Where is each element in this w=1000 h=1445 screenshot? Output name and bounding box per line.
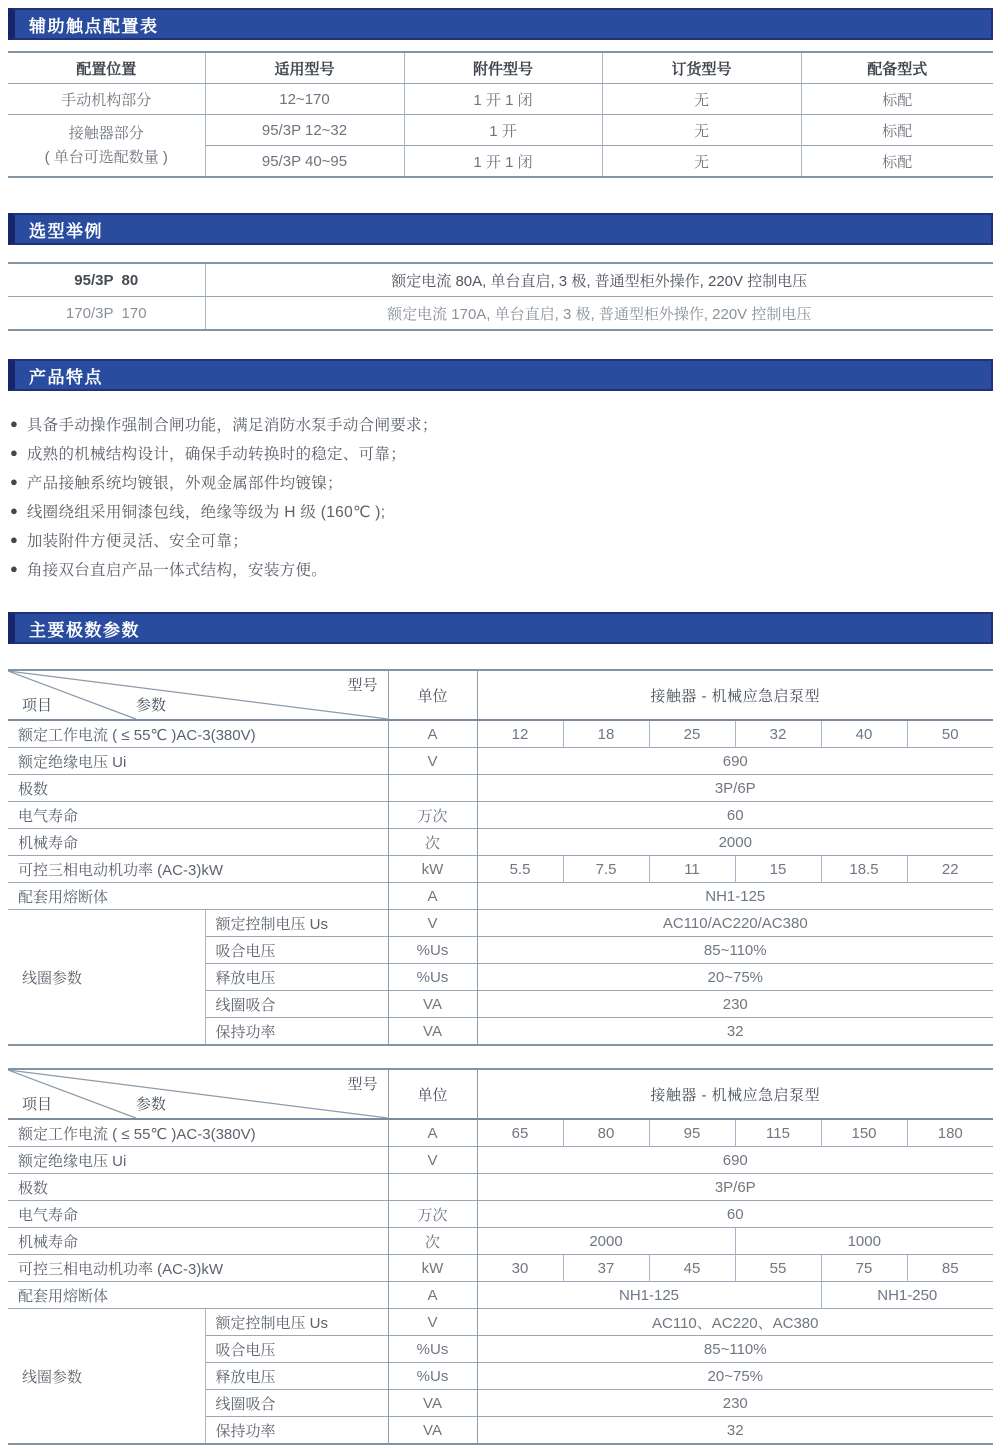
selection-description: 额定电流 80A, 单台直启, 3 极, 普通型柜外操作, 220V 控制电压 [205,263,993,297]
value-cell: 230 [477,1390,993,1417]
aux-cell: 1 开 [404,115,602,146]
feature-item [10,525,1000,554]
unit-cell: VA [388,1417,477,1445]
corner-label-param: 参数 [136,1096,167,1113]
value-cell: 50 [907,720,993,748]
parameter-label: 额定绝缘电压 Ui [8,748,388,775]
value-cell: 20~75% [477,1363,993,1390]
corner-label-model: 型号 [347,677,378,694]
value-cell: 32 [477,1018,993,1046]
coil-sub-label: 额定控制电压 Us [205,1309,388,1336]
parameter-label: 电气寿命 [8,802,388,829]
feature-text: 成熟的机械结构设计，确保手动转换时的稳定、可靠； [26,445,407,463]
parameter-label: 极数 [8,775,388,802]
coil-sub-label: 释放电压 [205,964,388,991]
value-cell: AC110/AC220/AC380 [477,910,993,937]
corner-label-model: 型号 [347,1076,378,1093]
value-cell: 15 [735,856,821,883]
unit-cell: %Us [388,1336,477,1363]
value-cell: 18 [563,720,649,748]
aux-cell: 12~170 [205,84,404,115]
coil-sub-label: 保持功率 [205,1417,388,1445]
feature-list [10,409,1000,583]
section-title-parameters: 主要极数参数 [29,620,140,640]
parameter-row [8,775,993,802]
parameter-label: 额定工作电流 ( ≤ 55℃ )AC-3(380V) [8,1119,388,1147]
unit-cell: VA [388,1390,477,1417]
value-cell: 85 [907,1255,993,1282]
selection-row [8,263,993,297]
parameter-label: 极数 [8,1174,388,1201]
bullet-icon: ● [10,416,18,431]
value-cell: 11 [649,856,735,883]
aux-cell: 1 开 1 闭 [404,84,602,115]
selection-model: 95/3P 80 [74,271,139,289]
unit-cell: 万次 [388,802,477,829]
unit-cell: V [388,1147,477,1174]
coil-sub-label: 吸合电压 [205,1336,388,1363]
parameter-label: 机械寿命 [8,1228,388,1255]
value-cell: NH1-125 [477,883,993,910]
value-cell: 115 [735,1119,821,1147]
parameter-row [8,1174,993,1201]
parameter-label: 配套用熔断体 [8,883,388,910]
aux-cell: 无 [602,115,801,146]
model-group-header: 接触器 - 机械应急启泵型 [477,670,993,720]
parameter-label: 额定绝缘电压 Ui [8,1147,388,1174]
aux-cell: 标配 [801,115,993,146]
diagonal-lines-icon [8,671,388,719]
aux-col-header: 配置位置 [8,52,205,84]
aux-col-header: 适用型号 [205,52,404,84]
feature-text: 产品接触系统均镀银，外观金属部件均镀镍； [26,474,343,492]
value-cell: 55 [735,1255,821,1282]
value-cell: 40 [821,720,907,748]
parameter-row [8,1119,993,1147]
aux-cell: 1 开 1 闭 [404,146,602,178]
bullet-icon: ● [10,445,18,460]
parameter-label: 配套用熔断体 [8,1282,388,1309]
value-cell: 3P/6P [477,1174,993,1201]
value-cell: 230 [477,991,993,1018]
parameter-row [8,748,993,775]
unit-cell [388,775,477,802]
unit-cell: A [388,1282,477,1309]
parameter-label: 可控三相电动机功率 (AC-3)kW [8,856,388,883]
value-cell: 25 [649,720,735,748]
value-cell: AC110、AC220、AC380 [477,1309,993,1336]
unit-cell: %Us [388,964,477,991]
value-cell: 2000 [477,829,993,856]
aux-cell: 手动机构部分 [61,91,152,109]
feature-item [10,409,1000,438]
unit-cell: V [388,748,477,775]
section-header-features [8,359,993,391]
unit-cell: V [388,1309,477,1336]
selection-model: 170/3P 170 [8,297,205,331]
aux-label-line: 接触器部分 [68,125,144,143]
feature-text: 具备手动操作强制合闸功能，满足消防水泵手动合闸要求； [26,416,438,434]
selection-description: 额定电流 170A, 单台直启, 3 极, 普通型柜外操作, 220V 控制电压 [205,297,993,331]
bullet-icon: ● [10,561,18,576]
value-cell: 12 [477,720,563,748]
section-header-selection [8,213,993,245]
value-cell: 75 [821,1255,907,1282]
value-cell: 45 [649,1255,735,1282]
coil-sub-label: 额定控制电压 Us [205,910,388,937]
unit-cell: VA [388,1018,477,1046]
corner-label-item: 项目 [22,1096,53,1113]
value-cell: 85~110% [477,937,993,964]
aux-cell: 95/3P 40~95 [205,146,404,178]
parameter-label: 电气寿命 [8,1201,388,1228]
bullet-icon: ● [10,503,18,518]
parameter-row [8,720,993,748]
unit-cell: A [388,883,477,910]
value-cell: 2000 [477,1228,735,1255]
value-cell: 150 [821,1119,907,1147]
unit-cell: 次 [388,1228,477,1255]
parameter-table [8,1068,993,1445]
value-cell: NH1-250 [821,1282,993,1309]
value-cell: 65 [477,1119,563,1147]
value-cell: NH1-125 [477,1282,821,1309]
aux-col-header: 订货型号 [602,52,801,84]
value-cell: 32 [477,1417,993,1445]
selection-row [8,297,993,331]
diagonal-header-cell [8,670,388,720]
corner-label-item: 项目 [22,697,53,714]
unit-cell: %Us [388,937,477,964]
value-cell: 180 [907,1119,993,1147]
coil-group-label: 线圈参数 [8,910,205,1046]
feature-item [10,554,1000,583]
value-cell: 1000 [735,1228,993,1255]
feature-text: 加装附件方便灵活、安全可靠； [26,532,249,550]
diagonal-lines-icon [8,1070,388,1118]
value-cell: 80 [563,1119,649,1147]
parameter-table [8,669,993,1046]
parameter-label: 机械寿命 [8,829,388,856]
value-cell: 690 [477,1147,993,1174]
parameter-row [8,1282,993,1309]
selection-example-table [8,262,993,331]
aux-cell: 标配 [801,84,993,115]
unit-cell: 次 [388,829,477,856]
value-cell: 5.5 [477,856,563,883]
value-cell: 30 [477,1255,563,1282]
coil-sub-label: 线圈吸合 [205,991,388,1018]
unit-cell: A [388,720,477,748]
unit-column-header: 单位 [388,1069,477,1119]
unit-cell: A [388,1119,477,1147]
parameter-tables-container [0,669,1000,1445]
coil-sub-label: 线圈吸合 [205,1390,388,1417]
value-cell: 22 [907,856,993,883]
parameter-row [8,883,993,910]
aux-cell: 95/3P 12~32 [205,115,404,146]
corner-label-param: 参数 [136,697,167,714]
unit-cell: 万次 [388,1201,477,1228]
parameter-row [8,856,993,883]
value-cell: 60 [477,1201,993,1228]
parameter-row [8,1228,993,1255]
unit-cell: V [388,910,477,937]
unit-cell: kW [388,856,477,883]
value-cell: 85~110% [477,1336,993,1363]
coil-parameter-row [8,1309,993,1336]
value-cell: 37 [563,1255,649,1282]
value-cell: 690 [477,748,993,775]
diagonal-header-cell [8,1069,388,1119]
bullet-icon: ● [10,532,18,547]
parameter-row [8,1201,993,1228]
parameter-row [8,802,993,829]
model-group-header: 接触器 - 机械应急启泵型 [477,1069,993,1119]
parameter-row [8,1255,993,1282]
parameter-header-row [8,1069,993,1119]
section-header-aux-contacts [8,8,993,40]
section-title-selection: 选型举例 [29,221,103,241]
coil-parameter-row [8,910,993,937]
section-header-parameters [8,612,993,644]
section-title-features: 产品特点 [29,367,103,387]
aux-col-header: 配备型式 [801,52,993,84]
unit-column-header: 单位 [388,670,477,720]
coil-sub-label: 释放电压 [205,1363,388,1390]
value-cell: 20~75% [477,964,993,991]
coil-sub-label: 吸合电压 [205,937,388,964]
value-cell: 95 [649,1119,735,1147]
unit-cell [388,1174,477,1201]
aux-row [8,84,993,115]
feature-item [10,496,1000,525]
parameter-label: 可控三相电动机功率 (AC-3)kW [8,1255,388,1282]
section-title-aux: 辅助触点配置表 [29,16,159,36]
aux-row [8,115,993,146]
parameter-label: 额定工作电流 ( ≤ 55℃ )AC-3(380V) [8,720,388,748]
aux-col-header: 附件型号 [404,52,602,84]
feature-text: 线圈绕组采用铜漆包线，绝缘等级为 H 级 (160℃ ); [26,503,386,521]
parameter-header-row [8,670,993,720]
unit-cell: VA [388,991,477,1018]
aux-cell: 无 [602,146,801,178]
parameter-row [8,1147,993,1174]
value-cell: 18.5 [821,856,907,883]
value-cell: 7.5 [563,856,649,883]
value-cell: 60 [477,802,993,829]
unit-cell: kW [388,1255,477,1282]
aux-label-line: ( 单台可选配数量 ) [44,148,168,166]
parameter-row [8,829,993,856]
feature-item [10,467,1000,496]
aux-contact-table [8,51,993,178]
aux-rowspan-label [8,115,205,178]
datasheet-page [0,8,1000,1440]
coil-sub-label: 保持功率 [205,1018,388,1046]
aux-cell: 标配 [801,146,993,178]
bullet-icon: ● [10,474,18,489]
feature-item [10,438,1000,467]
aux-header-row [8,52,993,84]
coil-group-label: 线圈参数 [8,1309,205,1445]
value-cell: 32 [735,720,821,748]
feature-text: 角接双台直启产品一体式结构，安装方便。 [26,561,328,579]
unit-cell: %Us [388,1363,477,1390]
value-cell: 3P/6P [477,775,993,802]
aux-cell: 无 [602,84,801,115]
